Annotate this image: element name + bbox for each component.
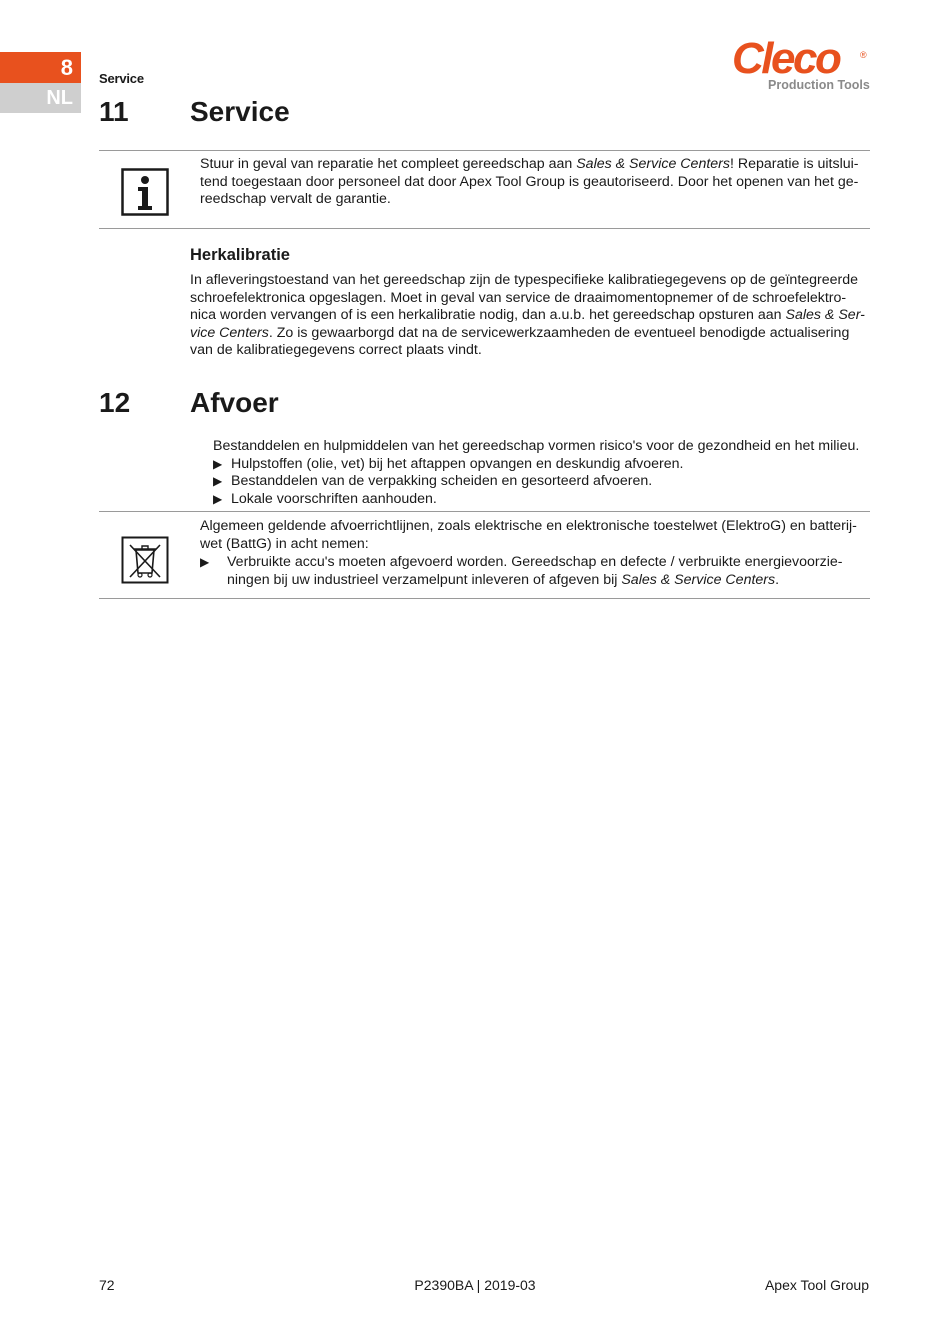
page-number: 72 xyxy=(99,1277,115,1293)
divider xyxy=(99,228,870,229)
registered-mark: ® xyxy=(860,50,867,60)
service-notice: Stuur in geval van reparatie het compleet gereedschap aan Sales & Service Centers! Reparatie is uitslui- tend toegestaan door personeel dat door Apex Tool Group is geautoriseerd. Door het openen van het ge- reedschap vervalt de garantie. xyxy=(200,156,859,208)
disposal-intro: Bestanddelen en hulpmiddelen van het gereedschap vormen risico's voor de gezondheid en het milieu. ▶ Hulpstoffen (olie, vet) bij het aftappen opvangen en deskundig afvoeren. ▶ Bestanddelen van de verpakking scheiden en gesorteerd afvoeren. ▶ Lokale voorschriften aanhouden. xyxy=(213,438,883,508)
divider xyxy=(99,598,870,599)
list-item: ▶ Verbruikte accu's moeten afgevoerd worden. Gereedschap en defecte / verbruikte energievoorzie- ningen bij uw industrieel verzamelpunt inleveren of afgeven bij Sales & Service Centers. xyxy=(200,554,843,588)
logo-tagline: Production Tools xyxy=(768,78,870,92)
recalibration-paragraph: In afleveringstoestand van het gereedschap zijn de typespecifieke kalibratiegegevens op de geïntegreerde schroefelektronica opgeslagen. Moet in geval van service de draaimomentopnemer of de schroefelektro- nica worden vervangen of is een herkalibratie nodig, dan a.u.b. het gereedschap opsturen aan Sales & Ser- vice Centers. Zo is gewaarborgd dat na de servicewerkzaamheden de eventueel benodigde actualisering van de kalibratiegegevens correct plaats vindt. xyxy=(190,272,865,359)
crossed-out-bin-icon xyxy=(121,536,169,584)
subsection-heading: Herkalibratie xyxy=(190,246,290,264)
section-number: 12 xyxy=(99,387,131,418)
language-tab: NL xyxy=(0,83,81,113)
brand-logo: Cleco xyxy=(732,34,840,83)
disposal-notice: Algemeen geldende afvoerrichtlijnen, zoals elektrische en elektronische toestelwet (ElektroG) en batterij- wet (BattG) in acht nemen: ▶ Verbruikte accu's moeten afgevoerd worden. Gereedschap en defecte / verbruikte energievoorzie- ningen bij uw industrieel verzamelpunt inleveren of afgeven bij Sales & Service Centers. xyxy=(200,518,880,589)
section-title: Afvoer xyxy=(190,387,279,418)
running-header: Service xyxy=(99,71,144,86)
section-number: 11 xyxy=(99,96,129,127)
list-item: ▶ Hulpstoffen (olie, vet) bij het aftappen opvangen en deskundig afvoeren. xyxy=(213,455,684,472)
info-icon xyxy=(121,168,169,216)
divider xyxy=(99,511,870,512)
section-title: Service xyxy=(190,96,290,127)
company-name: Apex Tool Group xyxy=(764,1277,869,1293)
divider xyxy=(99,150,870,151)
list-item: ▶ Lokale voorschriften aanhouden. xyxy=(213,490,437,507)
list-item: ▶ Bestanddelen van de verpakking scheiden en gesorteerd afvoeren. xyxy=(213,473,653,490)
document-id: P2390BA | 2019-03 xyxy=(414,1277,536,1293)
chapter-tab: 8 xyxy=(0,52,81,83)
